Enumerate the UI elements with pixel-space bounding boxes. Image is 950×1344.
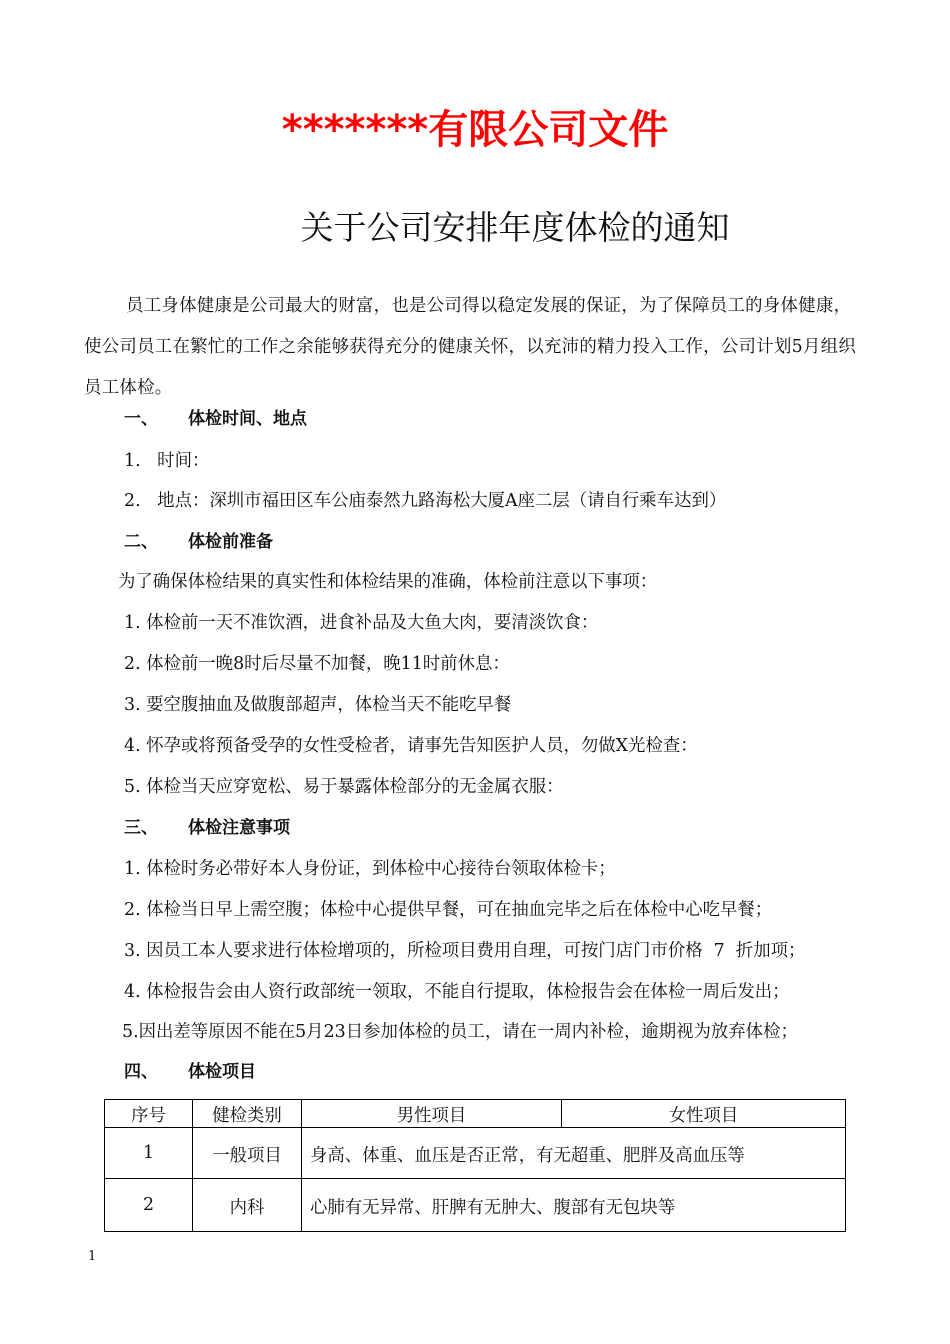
section-number: 一、	[124, 409, 158, 429]
list-item: 3. 要空腹抽血及做腹部超声，体检当天不能吃早餐	[124, 695, 512, 715]
list-item: 2. 地点：深圳市福田区车公庙泰然九路海松大厦A座二层（请自行乘车达到）	[124, 491, 727, 511]
row-number: 1	[105, 1128, 193, 1179]
list-item: 5. 体检当天应穿宽松、易于暴露体检部分的无金属衣服：	[124, 777, 564, 797]
row-content: 心肺有无异常、肝脾有无肿大、腹部有无包块等	[302, 1179, 846, 1232]
list-item: 4. 体检报告会由人资行政部统一领取，不能自行提取，体检报告会在体检一周后发出；	[124, 982, 790, 1002]
list-item: 2. 体检前一晚8时后尽量不加餐，晚11时前休息：	[124, 654, 510, 674]
list-item: 5.因出差等原因不能在5月23日参加体检的员工，请在一周内补检，逾期视为放弃体检；	[122, 1022, 798, 1042]
section-title: 体检前准备	[188, 532, 273, 552]
company-header: *******有限公司文件	[281, 107, 669, 153]
row-content: 身高、体重、血压是否正常，有无超重、肥胖及高血压等	[302, 1128, 846, 1179]
row-category: 一般项目	[193, 1128, 302, 1179]
list-item: 2. 体检当日早上需空腹；体检中心提供早餐，可在抽血完毕之后在体检中心吃早餐；	[124, 900, 773, 920]
column-header: 女性项目	[562, 1100, 846, 1128]
table-row	[105, 1179, 846, 1232]
section-title: 体检注意事项	[188, 818, 290, 838]
page-number: 1	[88, 1249, 97, 1264]
exam-items-table	[104, 1099, 846, 1232]
row-number: 2	[105, 1179, 193, 1232]
section-number: 二、	[124, 532, 158, 552]
list-item: 3. 因员工本人要求进行体检增项的，所检项目费用自理，可按门店门市价格 7 折加项；	[124, 941, 806, 961]
list-item: 4. 怀孕或将预备受孕的女性受检者，请事先告知医护人员，勿做X光检查：	[124, 736, 698, 756]
section-number: 三、	[124, 818, 158, 838]
column-header: 男性项目	[302, 1100, 562, 1128]
notice-title: 关于公司安排年度体检的通知	[300, 208, 730, 247]
list-item: 1. 体检前一天不准饮酒，进食补品及大鱼大肉，要清淡饮食：	[124, 613, 599, 633]
row-category: 内科	[193, 1179, 302, 1232]
list-item: 1. 时间：	[124, 451, 210, 471]
section-title: 体检时间、地点	[188, 409, 307, 429]
column-header: 健检类别	[193, 1100, 302, 1128]
section-number: 四、	[124, 1062, 158, 1082]
section-title: 体检项目	[188, 1062, 256, 1082]
list-item: 1. 体检时务必带好本人身份证，到体检中心接待台领取体检卡；	[124, 859, 616, 879]
table-header-row	[105, 1100, 846, 1128]
column-header: 序号	[105, 1100, 193, 1128]
section-2-lead: 为了确保体检结果的真实性和体检结果的准确，体检前注意以下事项：	[118, 572, 658, 592]
table-row	[105, 1128, 846, 1179]
intro-paragraph: 员工身体健康是公司最大的财富，也是公司得以稳定发展的保证，为了保障员工的身体健康，使公司员工在繁忙的工作之余能够获得充分的健康关怀，以充沛的精力投入工作，公司计划5月组织员工体检。	[84, 296, 857, 398]
